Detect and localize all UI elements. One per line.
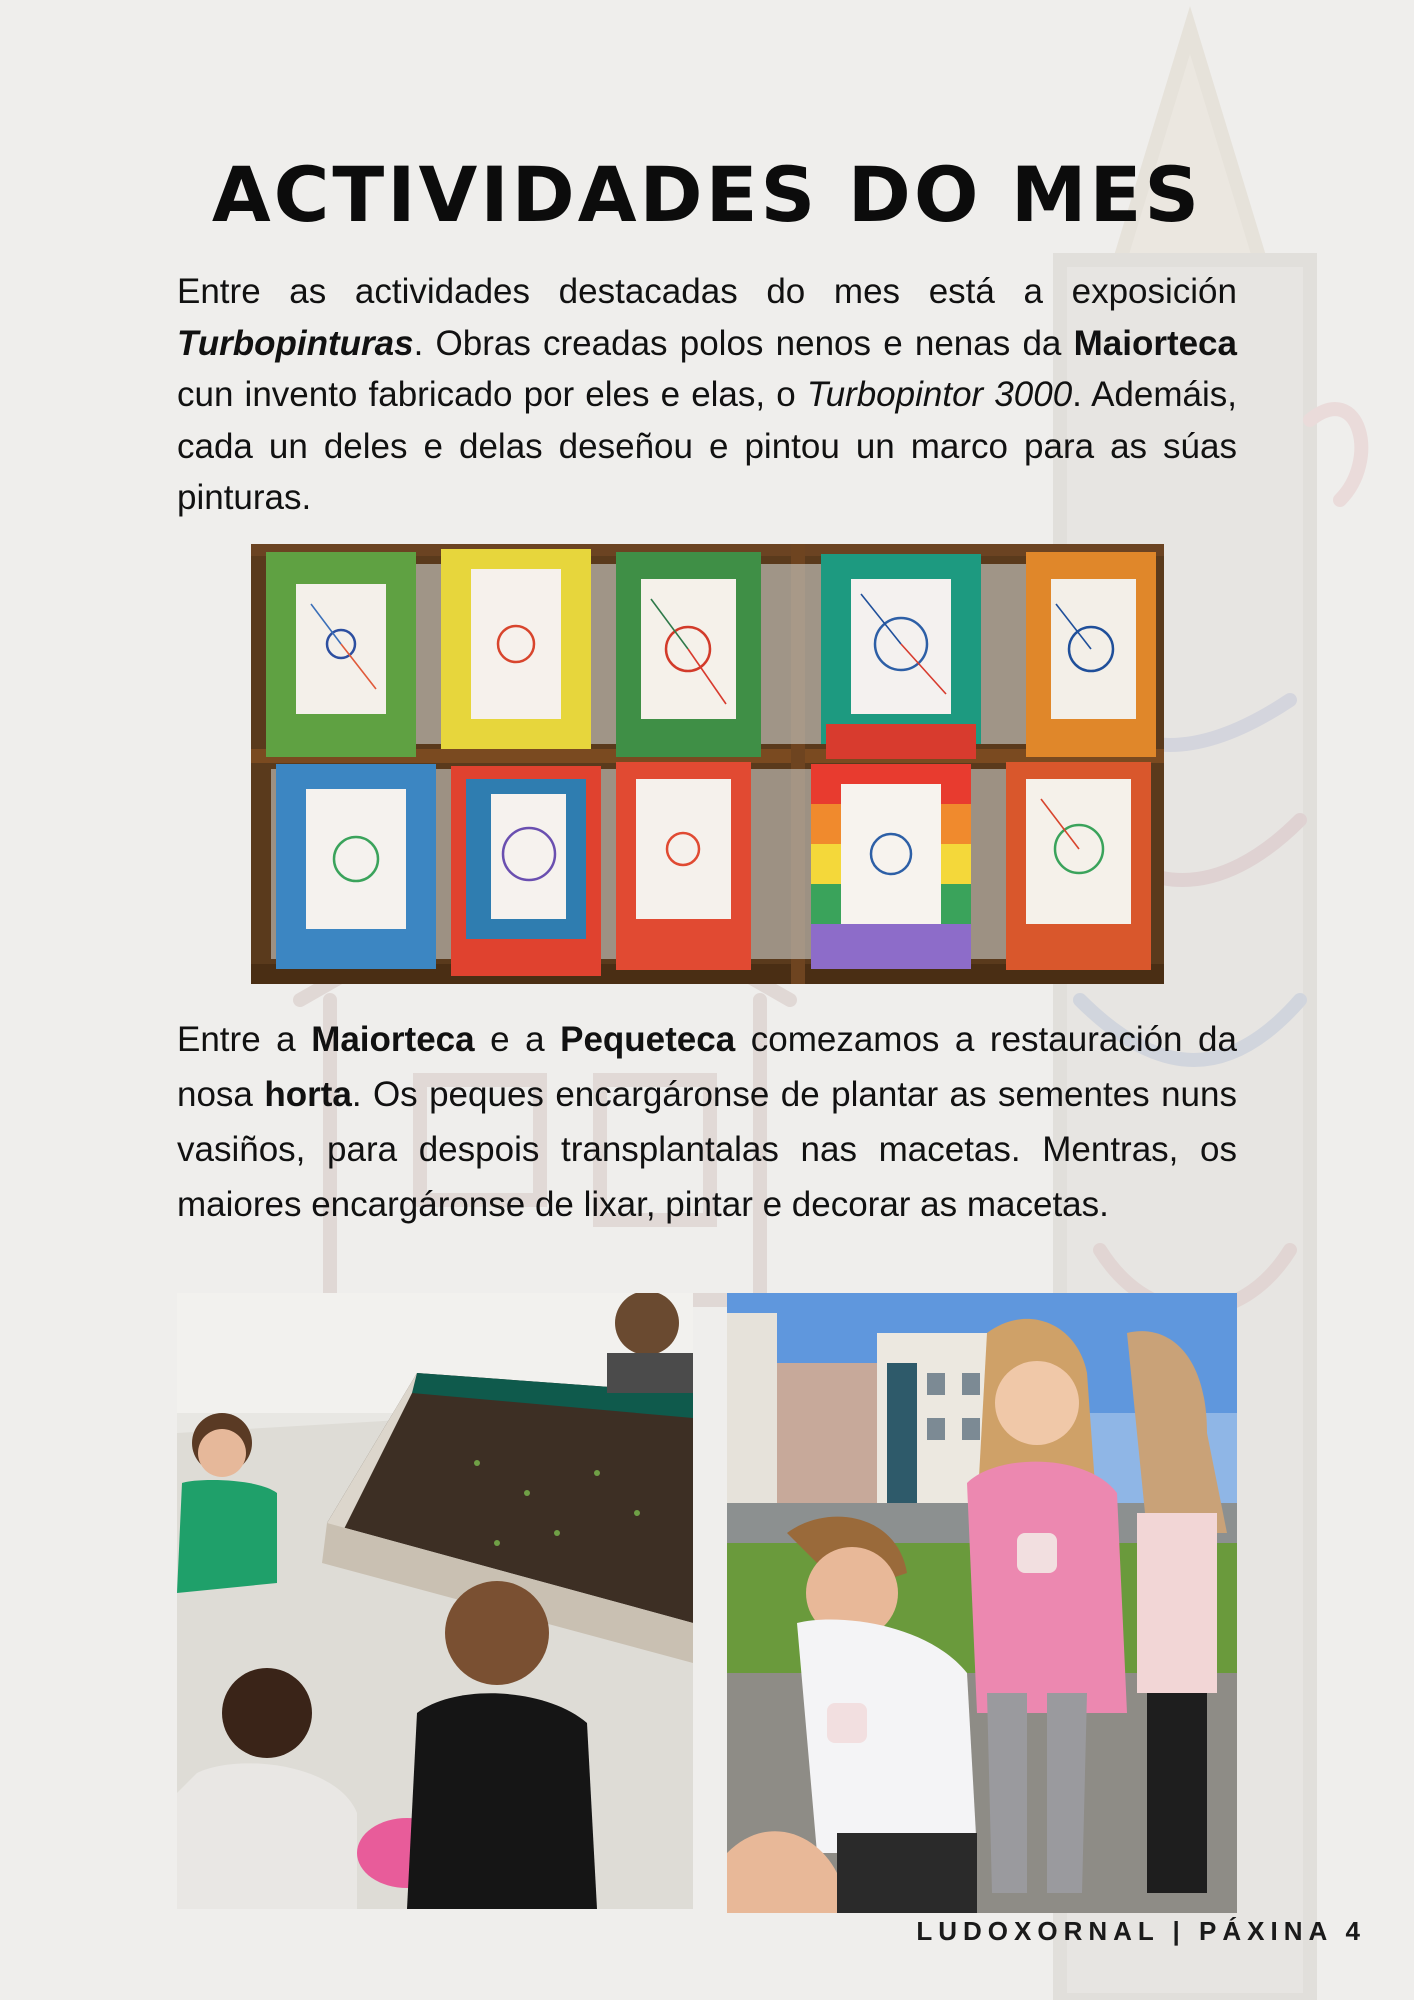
intro-paragraph [177, 266, 1237, 524]
exhibition-name: Turbopinturas [177, 323, 414, 363]
page-title: ACTIVIDADES DO MES [211, 150, 1203, 239]
garden-word: horta [264, 1075, 352, 1114]
group-name-pequeteca: Pequeteca [560, 1020, 736, 1059]
paragraph-text: . Obras creadas polos nenos e nenas da [413, 323, 1074, 363]
paragraph-text: . Ademáis, cada un deles e delas deseñou e pintou un marco para as súas pinturas. [177, 375, 1237, 517]
exhibition-photo [251, 544, 1164, 984]
group-name-maiorteca: Maiorteca [1073, 323, 1237, 363]
planting-seeds-photo [727, 1293, 1237, 1913]
garden-paragraph [177, 1012, 1237, 1232]
paragraph-text: Entre as actividades destacadas do mes está a exposición [177, 272, 1237, 311]
paragraph-text: cun invento fabricado por eles e elas, o [177, 375, 807, 414]
footer-page-label: LUDOXORNAL | PÁXINA 4 [916, 1916, 1366, 1946]
paragraph-text: Entre a [177, 1020, 312, 1059]
paragraph-text: e a [474, 1020, 561, 1059]
paragraph-text: comezamos a restauración da nosa [177, 1020, 1237, 1114]
planter-painting-photo [177, 1293, 693, 1909]
invention-name: Turbopintor 3000 [806, 375, 1073, 414]
paragraph-text: . Os peques encargáronse de plantar as sementes nuns vasiños, para despois transplantalas nas macetas. Mentras, os maiores encargáronse de lixar, pintar e decorar as macetas. [177, 1075, 1237, 1224]
group-name-maiorteca: Maiorteca [311, 1020, 475, 1059]
